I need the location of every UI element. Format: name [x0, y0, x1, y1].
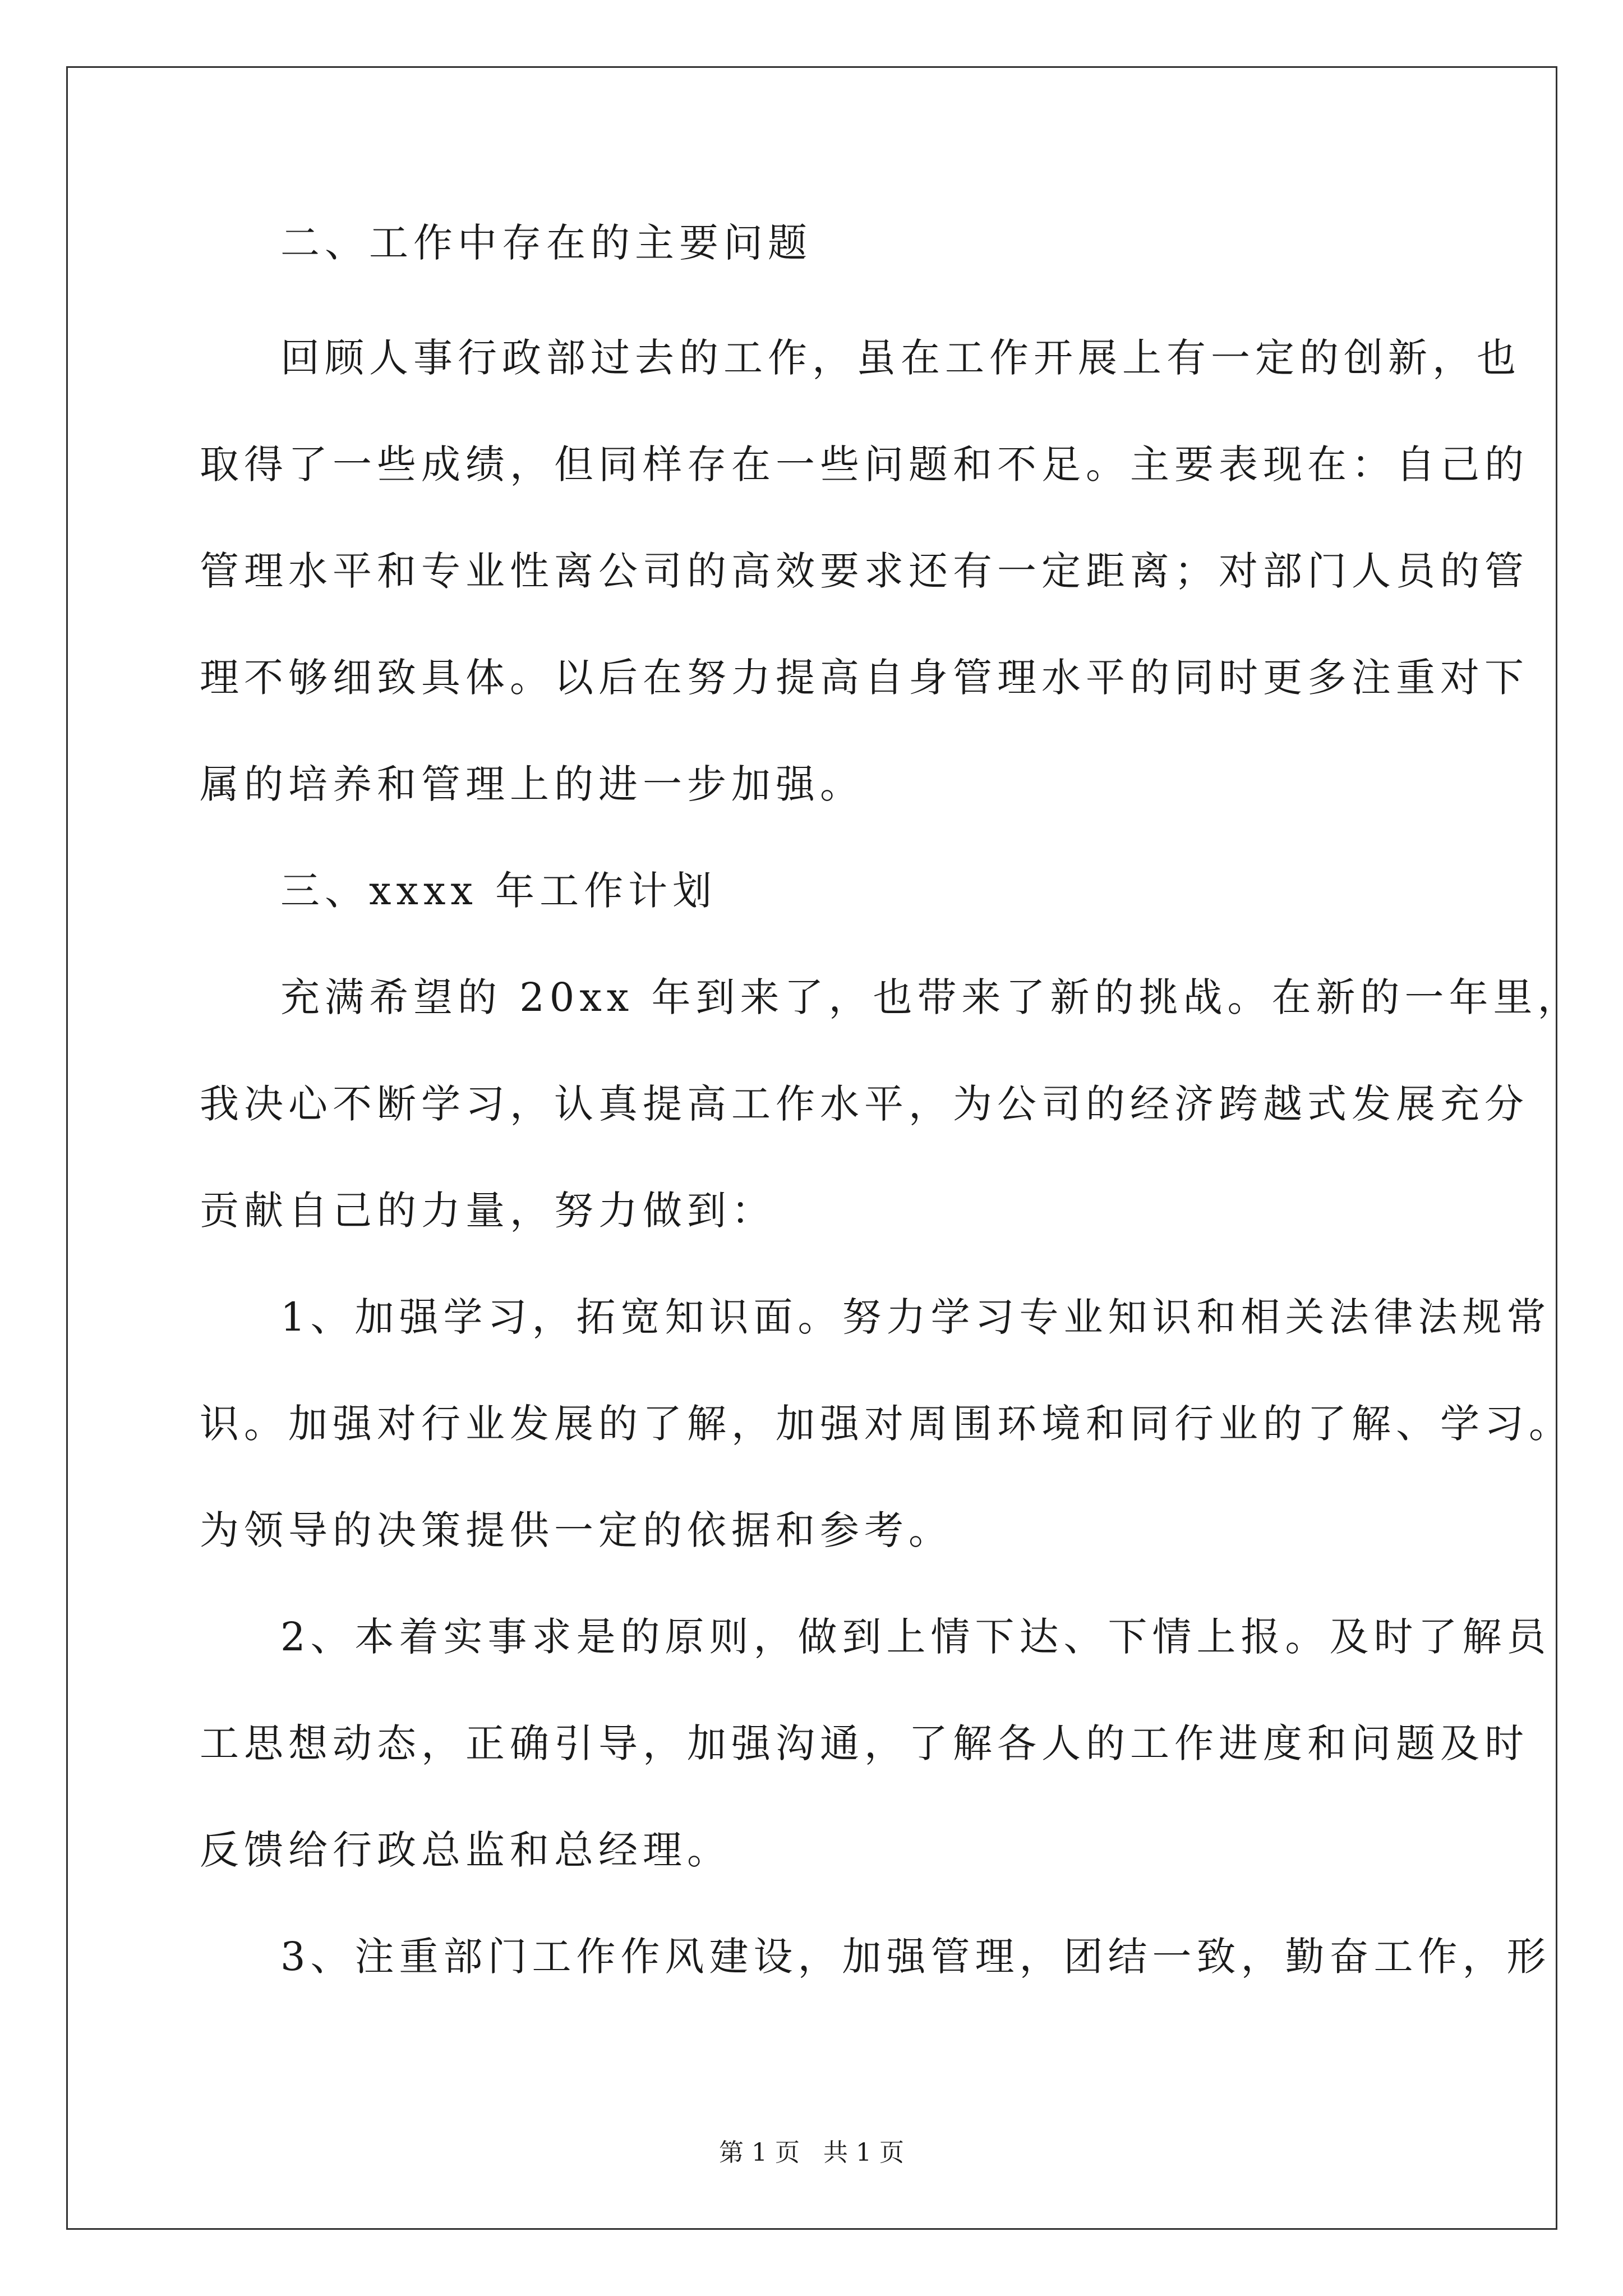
paragraph-line: 理不够细致具体。以后在努力提高自身管理水平的同时更多注重对下	[200, 655, 1529, 701]
list-item-1-line: 识。加强对行业发展的了解，加强对周围环境和同行业的了解、学习。	[200, 1401, 1573, 1447]
paragraph-line: 充满希望的 20xx 年到来了，也带来了新的挑战。在新的一年里，	[280, 974, 1582, 1020]
list-item-2-line: 2、本着实事求是的原则，做到上情下达、下情上报。及时了解员	[280, 1614, 1551, 1660]
list-item-2-line: 工思想动态，正确引导，加强沟通，了解各人的工作进度和问题及时	[200, 1720, 1529, 1766]
paragraph-line: 回顾人事行政部过去的工作，虽在工作开展上有一定的创新，也	[280, 335, 1521, 381]
page-number-footer: 第 1 页 共 1 页	[719, 2138, 904, 2167]
paragraph-line: 我决心不断学习，认真提高工作水平，为公司的经济跨越式发展充分	[200, 1081, 1529, 1127]
section-heading-problems: 二、工作中存在的主要问题	[280, 220, 812, 266]
page-border	[66, 66, 1557, 2230]
section-heading-plan: 三、xxxx 年工作计划	[280, 868, 717, 914]
paragraph-line: 管理水平和专业性离公司的高效要求还有一定距离；对部门人员的管	[200, 548, 1529, 594]
paragraph-line: 取得了一些成绩，但同样存在一些问题和不足。主要表现在：自己的	[200, 441, 1529, 487]
list-item-1-line: 1、加强学习，拓宽知识面。努力学习专业知识和相关法律法规常	[280, 1294, 1551, 1340]
list-item-2-line: 反馈给行政总监和总经理。	[200, 1827, 731, 1873]
paragraph-line: 属的培养和管理上的进一步加强。	[200, 761, 864, 807]
paragraph-line: 贡献自己的力量，努力做到：	[200, 1188, 776, 1234]
list-item-1-line: 为领导的决策提供一定的依据和参考。	[200, 1507, 953, 1553]
list-item-3-line: 3、注重部门工作作风建设，加强管理，团结一致，勤奋工作，形	[280, 1934, 1551, 1980]
